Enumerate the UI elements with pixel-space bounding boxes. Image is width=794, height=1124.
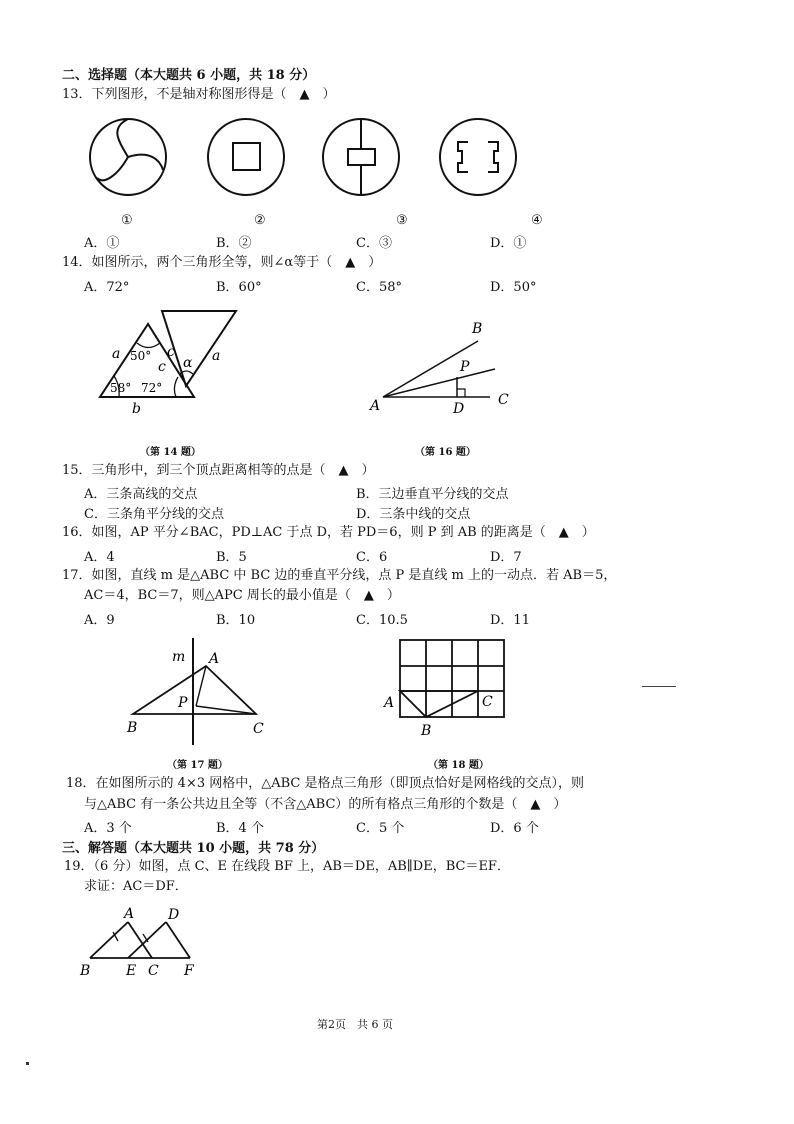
q13-option-c: C．③: [356, 236, 392, 251]
q13-option-b: B．②: [216, 236, 252, 251]
scan-dot: [26, 1062, 29, 1065]
fig14-label-a-right: a: [212, 348, 221, 364]
fig17-label-m: m: [172, 649, 186, 665]
fig14-label-c-left: c: [158, 359, 166, 375]
fig14-angle-50: 50°: [130, 349, 152, 363]
fig19-label-e: E: [126, 963, 137, 979]
fig18-label-a: A: [384, 695, 395, 711]
q15-option-a: A．三条高线的交点: [84, 487, 198, 502]
q14-option-b: B．60°: [216, 280, 262, 295]
fig14-label-c-right: c: [167, 344, 175, 360]
q13-figure-number-1: ①: [121, 213, 133, 228]
section-heading-solutions: 三、解答题（本大题共 10 小题，共 78 分）: [62, 841, 325, 856]
question-18-stem-line2: 与△ABC 有一条公共边且全等（不含△ABC）的所有格点三角形的个数是（ ▲ ）: [84, 797, 567, 812]
fig14-label-b: b: [132, 401, 141, 417]
q15-option-d: D．三条中线的交点: [356, 507, 471, 522]
q16-option-a: A．4: [84, 550, 115, 565]
caption-figure-17: （第 17 题）: [167, 760, 228, 771]
fig19-label-f: F: [184, 963, 194, 979]
fig16-label-b: B: [472, 321, 483, 337]
fig14-angle-58: 58°: [110, 381, 132, 395]
q18-option-c: C．5 个: [356, 821, 405, 836]
page-footer: 第2页 共 6 页: [317, 1018, 393, 1031]
fig17-label-p: P: [178, 695, 188, 711]
fig18-label-b: B: [421, 723, 432, 739]
question-16-stem: 16．如图，AP 平分∠BAC，PD⊥AC 于点 D，若 PD＝6，则 P 到 AB 的距离是（ ▲ ）: [62, 525, 595, 540]
fig19-label-c: C: [148, 963, 159, 979]
fig14-angle-72: 72°: [141, 381, 163, 395]
q17-option-d: D．11: [490, 613, 530, 628]
q17-option-a: A．9: [84, 613, 115, 628]
q17-option-b: B．10: [216, 613, 256, 628]
q18-option-b: B．4 个: [216, 821, 264, 836]
caption-figure-18: （第 18 题）: [428, 760, 489, 771]
question-13-stem: 13．下列图形，不是轴对称图形得是（ ▲ ）: [62, 87, 336, 102]
question-18-stem-line1: 18．在如图所示的 4×3 网格中，△ABC 是格点三角形（即顶点恰好是网格线的交点），则: [66, 776, 585, 791]
fig18-label-c: C: [482, 694, 493, 710]
q14-option-a: A．72°: [84, 280, 130, 295]
q15-option-b: B．三边垂直平分线的交点: [356, 487, 509, 502]
q18-option-d: D．6 个: [490, 821, 539, 836]
section-heading-choice: 二、选择题（本大题共 6 小题，共 18 分）: [62, 68, 316, 83]
fig17-label-a: A: [209, 651, 220, 667]
fig19-label-d: D: [168, 907, 180, 923]
q13-option-a: A．①: [84, 236, 120, 251]
fig16-label-d: D: [453, 401, 465, 417]
fig19-label-b: B: [80, 963, 91, 979]
question-14-stem: 14．如图所示，两个三角形全等，则∠α等于（ ▲ ）: [62, 255, 382, 270]
q14-option-c: C．58°: [356, 280, 402, 295]
q18-option-a: A．3 个: [84, 821, 132, 836]
fig14-label-alpha: α: [183, 355, 193, 371]
q17-option-c: C．10.5: [356, 613, 408, 628]
q13-option-d: D．①: [490, 236, 527, 251]
caption-figure-14: （第 14 题）: [140, 447, 201, 458]
q16-option-d: D．7: [490, 550, 522, 565]
question-17-stem-line2: AC＝4，BC＝7，则△APC 周长的最小值是（ ▲ ）: [84, 588, 400, 603]
fig14-label-a-left: a: [112, 346, 121, 362]
fig16-label-c: C: [498, 392, 509, 408]
question-17-stem-line1: 17．如图，直线 m 是△ABC 中 BC 边的垂直平分线，点 P 是直线 m 上的一动点．若 AB＝5，: [62, 568, 617, 583]
question-19-stem: 19．（6 分）如图，点 C、E 在线段 BF 上，AB＝DE，AB∥DE，BC＝EF．: [64, 859, 510, 874]
fig16-label-p: P: [460, 359, 470, 375]
question-15-stem: 15．三角形中，到三个顶点距离相等的点是（ ▲ ）: [62, 463, 375, 478]
question-19-prove: 求证：AC＝DF．: [84, 879, 188, 894]
q16-option-b: B．5: [216, 550, 247, 565]
q14-option-d: D．50°: [490, 280, 537, 295]
q16-option-c: C．6: [356, 550, 388, 565]
fig19-label-a: A: [124, 906, 135, 922]
caption-figure-16: （第 16 题）: [415, 447, 476, 458]
fig17-label-b: B: [127, 720, 138, 736]
scan-mark: [642, 686, 676, 687]
q15-option-c: C．三条角平分线的交点: [84, 507, 224, 522]
fig16-label-a: A: [370, 398, 381, 414]
fig17-label-c: C: [253, 721, 264, 737]
q13-figure-number-2: ②: [254, 213, 266, 228]
q13-figure-number-3: ③: [396, 213, 408, 228]
q13-figure-number-4: ④: [531, 213, 543, 228]
